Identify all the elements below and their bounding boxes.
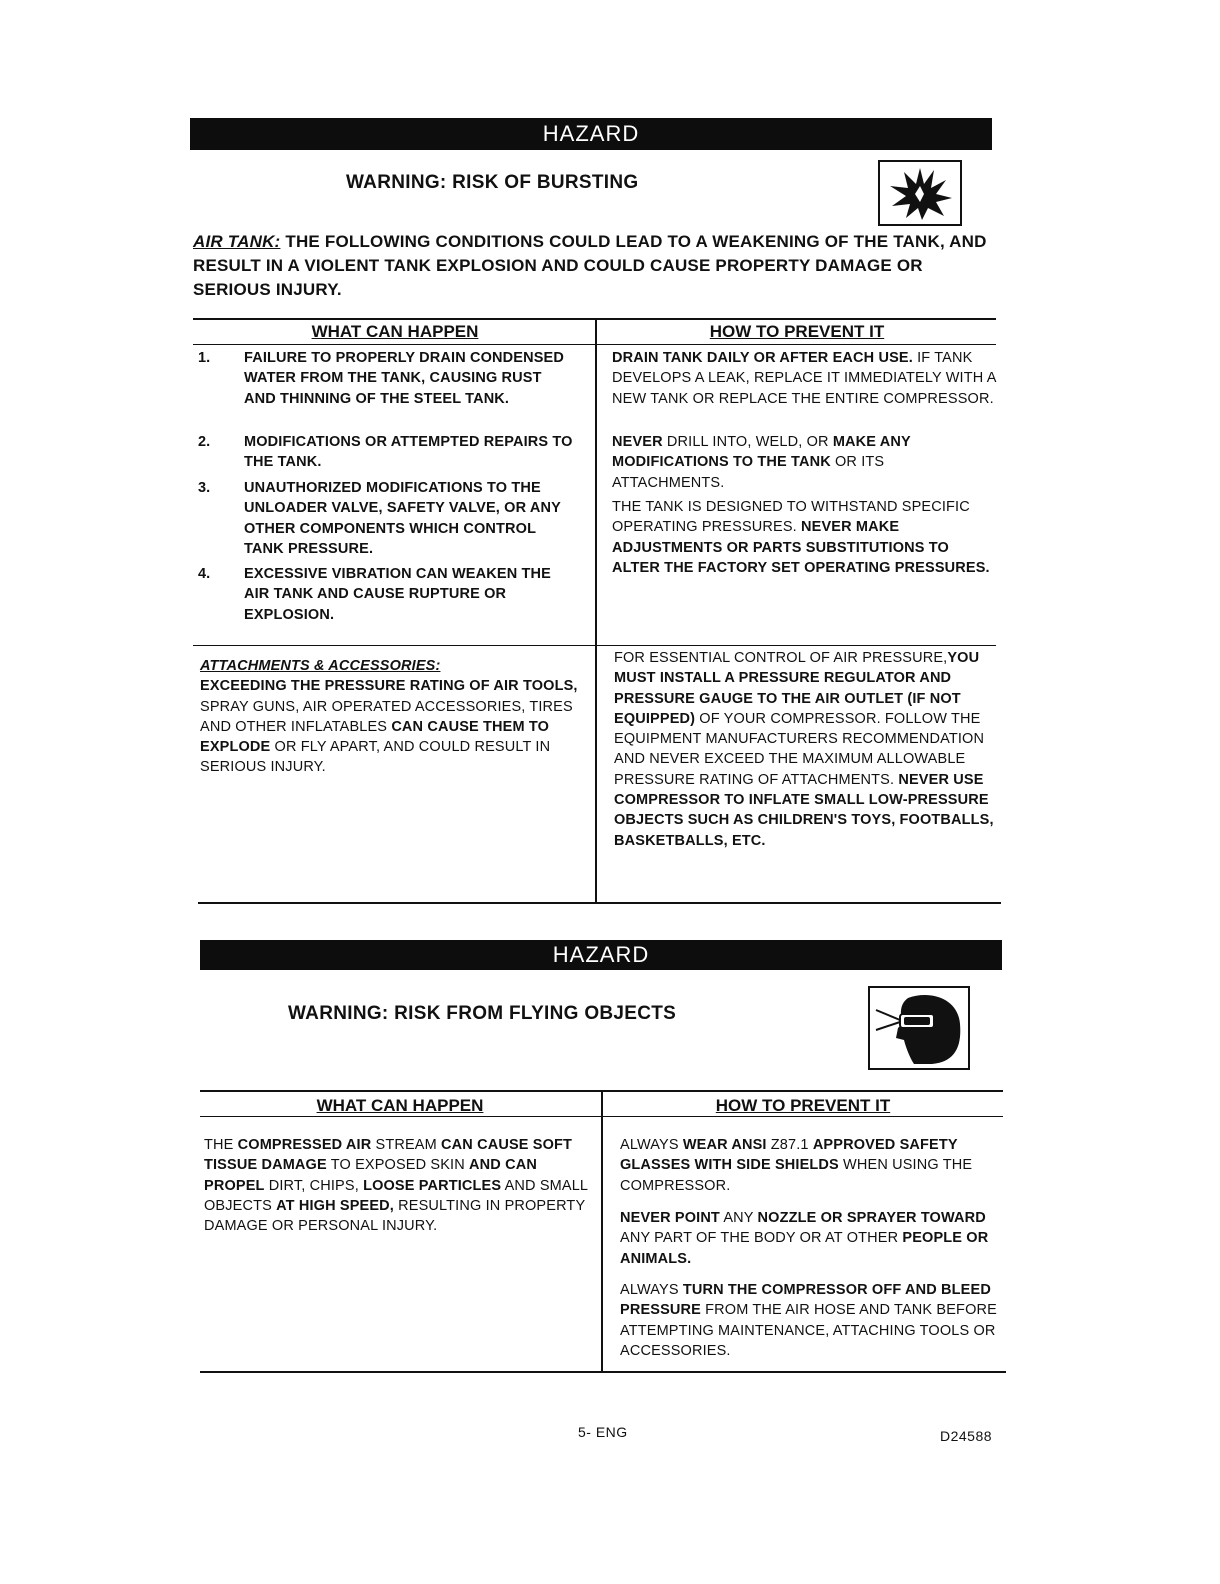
table1-divider — [595, 318, 597, 902]
attach-left-text-2: OR FLY APART, AND COULD RESULT IN SERIOUS INJURY. — [200, 739, 551, 776]
list-item: FAILURE TO PROPERLY DRAIN CONDENSED WATER FROM THE TANK, CAUSING RUST AND THINNING OF THE STEEL TANK. — [244, 350, 565, 407]
attachments-left — [200, 656, 584, 778]
table1-col-how-to-prevent: HOW TO PREVENT IT — [709, 322, 885, 341]
risk-bold-5: AT HIGH SPEED, — [276, 1197, 394, 1214]
off-bold-1: TURN THE COMPRESSOR OFF AND BLEED PRESSURE — [620, 1282, 991, 1319]
prevent-never-point — [620, 1208, 1004, 1269]
glasses-text-1: ALWAYS — [620, 1137, 683, 1153]
glasses-text-2: Z87.1 — [766, 1137, 813, 1153]
safety-goggles-graphic — [870, 988, 968, 1068]
table1-mid-rule — [193, 645, 996, 646]
attachments-right — [614, 648, 998, 851]
safety-goggles-icon — [868, 986, 970, 1070]
point-text-1: ANY — [719, 1210, 758, 1226]
item-number: 4. — [198, 566, 211, 582]
risk-bold-4: LOOSE PARTICLES — [363, 1177, 502, 1194]
hazard-banner-2 — [200, 940, 1002, 970]
prevent-modify-bold: MAKE ANY MODIFICATIONS TO THE TANK — [612, 434, 911, 471]
air-tank-lead: AIR TANK: — [193, 232, 281, 251]
point-bold-1: NEVER POINT — [620, 1210, 720, 1226]
prevent-design-text: THE TANK IS DESIGNED TO WITHSTAND SPECIFIC OPERATING PRESSURES. — [612, 499, 970, 536]
attach-right-text-1: FOR ESSENTIAL CONTROL OF AIR PRESSURE, — [614, 650, 948, 666]
table2-divider — [601, 1090, 603, 1372]
air-tank-intro — [193, 230, 993, 302]
risk-text-1: THE — [204, 1137, 238, 1153]
table1-bottom-rule — [198, 902, 1001, 904]
attach-right-bold-1: YOU MUST INSTALL A PRESSURE REGULATOR AND PRESSURE GAUGE TO THE AIR OUTLET (IF NOT EQUIPPED) — [614, 650, 980, 727]
prevent-safety-glasses — [620, 1135, 1004, 1196]
off-text-1: ALWAYS — [620, 1282, 683, 1298]
glasses-bold-2: APPROVED SAFETY GLASSES WITH SIDE SHIELDS — [620, 1137, 958, 1174]
warning-title-flying-objects: WARNING: RISK FROM FLYING OBJECTS — [288, 1003, 677, 1024]
attach-right-text-2: OF YOUR COMPRESSOR. FOLLOW THE EQUIPMENT MANUFACTURERS RECOMMENDATION AND NEVER EXCEED THE MAXIMUM ALLOWABLE PRESSURE RATING OF ATTACHMENTS. — [614, 710, 985, 788]
table1-col-what-can-happen: WHAT CAN HAPPEN — [311, 322, 479, 341]
explosion-icon — [878, 160, 962, 226]
document-code: D24588 — [940, 1428, 993, 1444]
air-tank-intro-text: THE FOLLOWING CONDITIONS COULD LEAD TO A WEAKENING OF THE TANK, AND RESULT IN A VIOLENT TANK EXPLOSION AND COULD CAUSE PROPERTY DAMAGE OR SERIOUS INJURY. — [193, 232, 987, 299]
glasses-text-3: WHEN USING THE COMPRESSOR. — [620, 1157, 973, 1194]
item-number: 2. — [198, 434, 211, 450]
prevent-modify-text: OR ITS ATTACHMENTS. — [612, 454, 885, 491]
prevent-never-modify — [612, 432, 997, 493]
list-item: EXCESSIVE VIBRATION CAN WEAKEN THE AIR TANK AND CAUSE RUPTURE OR EXPLOSION. — [244, 566, 551, 623]
risk-text-3: TO EXPOSED SKIN — [326, 1157, 470, 1174]
table2-col-what-can-happen: WHAT CAN HAPPEN — [316, 1096, 484, 1115]
prevent-never-text: DRILL INTO, WELD, OR — [662, 434, 833, 450]
table1-head-rule — [193, 344, 996, 345]
attach-left-bold-1: EXCEEDING THE PRESSURE RATING OF AIR TOOLS, — [200, 678, 578, 695]
prevent-drain-tank — [612, 348, 997, 409]
prevent-design-bold: NEVER MAKE ADJUSTMENTS OR PARTS SUBSTITUTIONS TO ALTER THE FACTORY SET OPERATING PRESSURES. — [612, 519, 990, 576]
warning-title-bursting: WARNING: RISK OF BURSTING — [346, 172, 639, 193]
prevent-pressure-design — [612, 497, 997, 578]
hazard-banner-1 — [190, 118, 992, 150]
flying-objects-risk — [204, 1135, 588, 1236]
list-item: UNAUTHORIZED MODIFICATIONS TO THE UNLOADER VALVE, SAFETY VALVE, OR ANY OTHER COMPONENTS WHICH CONTROL TANK PRESSURE. — [244, 480, 561, 557]
prevent-drain-text: IF TANK DEVELOPS A LEAK, REPLACE IT IMMEDIATELY WITH A NEW TANK OR REPLACE THE ENTIRE COMPRESSOR. — [612, 350, 996, 407]
point-text-2: ANY PART OF THE BODY OR AT OTHER — [620, 1230, 903, 1247]
attach-left-bold-2: CAN CAUSE THEM TO EXPLODE — [200, 718, 550, 756]
item-number: 1. — [198, 350, 211, 366]
risk-text-6: RESULTING IN PROPERTY DAMAGE OR PERSONAL INJURY. — [204, 1197, 586, 1235]
attach-left-text-1: SPRAY GUNS, AIR OPERATED ACCESSORIES, TIRES AND OTHER INFLATABLES — [200, 698, 573, 735]
prevent-turn-off — [620, 1280, 1004, 1361]
hazard-banner-1-label: HAZARD — [542, 121, 640, 146]
risk-bold-3: AND CAN PROPEL — [204, 1157, 537, 1194]
table2-head-rule — [200, 1116, 1003, 1117]
risk-text-2: STREAM — [371, 1137, 442, 1153]
prevent-never-bold: NEVER — [612, 434, 663, 450]
prevent-drain-bold: DRAIN TANK DAILY OR AFTER EACH USE. — [612, 350, 913, 366]
glasses-bold-1: WEAR ANSI — [682, 1137, 767, 1153]
list-item: MODIFICATIONS OR ATTEMPTED REPAIRS TO THE TANK. — [244, 434, 573, 471]
hazard-banner-2-label: HAZARD — [552, 942, 650, 967]
risk-text-4: DIRT, CHIPS, — [264, 1177, 364, 1194]
point-bold-2: NOZZLE OR SPRAYER TOWARD — [757, 1210, 986, 1226]
risk-bold-1: COMPRESSED AIR — [237, 1137, 372, 1153]
risk-text-5: AND SMALL OBJECTS — [204, 1177, 588, 1214]
table2-bottom-rule — [200, 1371, 1006, 1373]
attach-right-bold-2: NEVER USE COMPRESSOR TO INFLATE SMALL LOW-PRESSURE OBJECTS SUCH AS CHILDREN'S TOYS, FOOTBALLS, BASKETBALLS, ETC. — [614, 771, 994, 849]
attachments-heading: ATTACHMENTS & ACCESSORIES: — [200, 658, 441, 674]
table2-col-how-to-prevent: HOW TO PREVENT IT — [715, 1096, 891, 1115]
point-bold-3: PEOPLE OR ANIMALS. — [620, 1230, 989, 1267]
explosion-icon-graphic — [880, 162, 960, 224]
item-number: 3. — [198, 480, 211, 496]
risk-bold-2: CAN CAUSE SOFT TISSUE DAMAGE — [204, 1137, 573, 1174]
page-number: 5- ENG — [578, 1424, 628, 1440]
off-text-2: FROM THE AIR HOSE AND TANK BEFORE ATTEMPTING MAINTENANCE, ATTACHING TOOLS OR ACCESSORIES. — [620, 1302, 997, 1359]
